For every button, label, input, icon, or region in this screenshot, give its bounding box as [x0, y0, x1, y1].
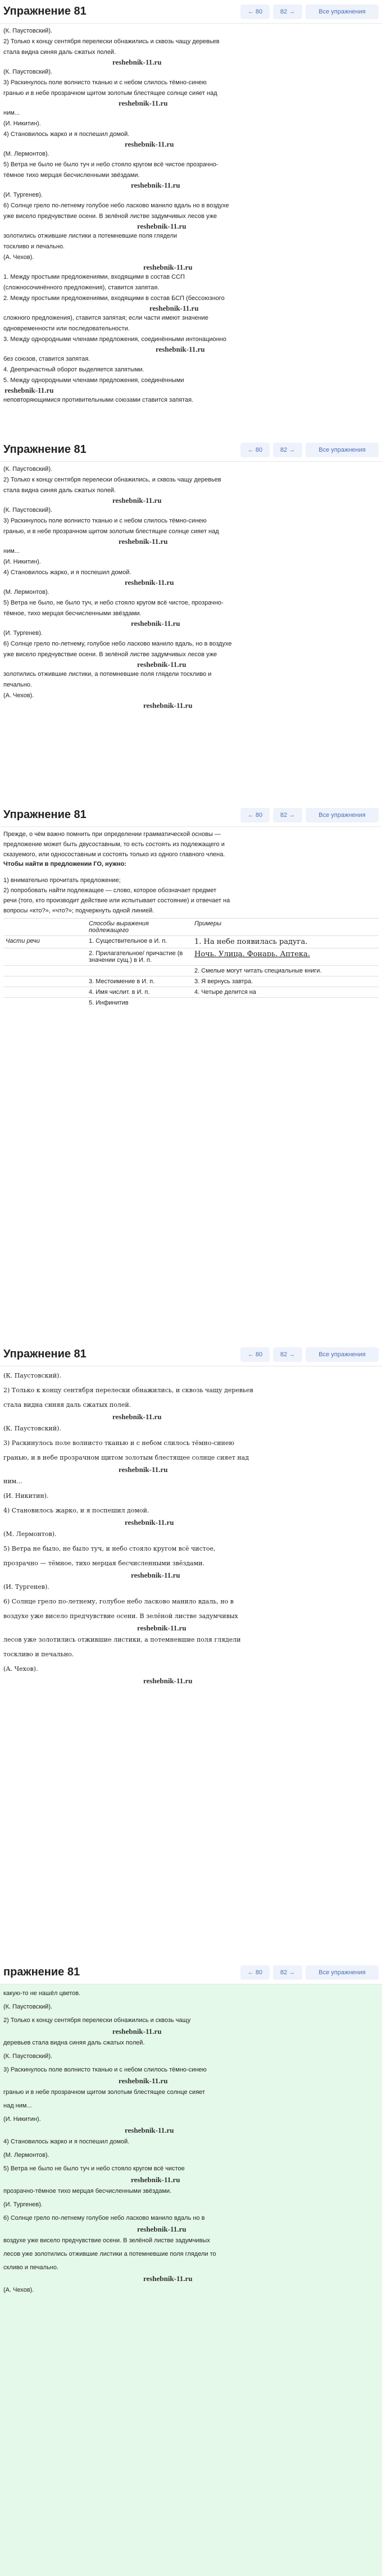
nav-buttons	[240, 1347, 379, 1362]
topbar	[0, 1961, 382, 1984]
all-exercises-button[interactable]: Все упражнения	[306, 443, 379, 457]
next-button[interactable]: 82 →	[273, 443, 302, 457]
text-line: 3) Раскинулось поле волнисто тканью и с небом слилось тёмно-синею	[3, 79, 207, 86]
text-line: (И. Тургенев).	[3, 2201, 43, 2208]
next-button[interactable]: 82 →	[273, 1347, 302, 1362]
topbar	[0, 438, 382, 462]
table-cell: 1. На небе появилась радуга.	[192, 936, 379, 948]
text-line: лесов уже золотились отжившие листики, а потемневшие поля глядели	[3, 1636, 241, 1643]
text-line: (А. Чехов).	[3, 692, 34, 699]
text-line: (К. Паустовский).	[3, 1372, 61, 1379]
exercise-title: Упражнение 81	[3, 443, 87, 456]
watermark: reshebnik-11.ru	[149, 304, 199, 312]
watermark: reshebnik-11.ru	[125, 140, 174, 148]
watermark: reshebnik-11.ru	[119, 537, 168, 546]
text-line: 5) Ветра не было, не было туч, и небо стояло кругом всё чистое,	[3, 1545, 216, 1552]
text-line: 4) Становилось жарко и я поспешил домой.	[3, 131, 130, 138]
table-cell: 3. Местоимение в И. п.	[87, 976, 192, 987]
watermark: reshebnik-11.ru	[119, 1465, 168, 1474]
section-1-text	[0, 24, 382, 408]
text-line: гранью и в небе прозрачном щитом золотым блестящее солнце сияет над	[3, 90, 217, 97]
all-exercises-button[interactable]: Все упражнения	[306, 1965, 379, 1980]
text-line: вопросы «кто?», «что?»; подчеркнуть одной линией.	[3, 907, 154, 914]
table-cell: 5. Инфинитив	[87, 998, 192, 1008]
text-line: 5. Между однородными членами предложения, соединёнными	[3, 377, 184, 384]
text-line: гранью, и в небе прозрачном щитом золотым блестящее солнце сияет над	[3, 1454, 249, 1461]
text-line: (К. Паустовский).	[3, 1425, 61, 1432]
watermark: reshebnik-11.ru	[137, 2225, 187, 2233]
nav-buttons	[240, 443, 379, 457]
text-line: (А. Чехов).	[3, 254, 34, 261]
next-button[interactable]: 82 →	[273, 4, 302, 19]
text-line: скливо и печально.	[3, 2264, 59, 2271]
text-line: (К. Паустовский).	[3, 69, 53, 75]
text-line: (И. Никитин).	[3, 1492, 49, 1500]
topbar	[0, 0, 382, 24]
text-line: (И. Никитин).	[3, 2116, 41, 2123]
watermark: reshebnik-11.ru	[119, 2077, 168, 2085]
text-line: 5) Ветра не было не было туч и небо стояло кругом всё чистое	[3, 2165, 185, 2172]
exercise-title: Упражнение 81	[3, 808, 87, 821]
section-5	[0, 1961, 382, 2576]
section-3-text	[0, 827, 382, 1012]
text-line: (К. Паустовский).	[3, 507, 53, 514]
text-line: сложного предложения), ставится запятая; если части имеют значение	[3, 315, 208, 321]
topbar	[0, 1343, 382, 1366]
prev-button[interactable]: ← 80	[240, 4, 270, 19]
table-cell	[87, 966, 192, 976]
text-line: (И. Никитин).	[3, 558, 41, 565]
nav-buttons	[240, 1965, 379, 1980]
text-line: (сложносочинённого предложения), ставится запятая.	[3, 284, 160, 291]
text-line: 5) Ветра не было не было туч и небо стояло кругом всё чистое прозрачно-	[3, 161, 219, 168]
text-line: (К. Паустовский).	[3, 2003, 53, 2010]
text-line: золотились отжившие листики, а потемневшие поля глядели тоскливо и	[3, 671, 212, 678]
text-line: (К. Паустовский).	[3, 466, 53, 473]
text-line: (А. Чехов).	[3, 2287, 34, 2293]
next-button[interactable]: 82 →	[273, 808, 302, 823]
text-line: уже висело предчувствие осени. В зелёной листве задумчивых лесов уже	[3, 213, 217, 220]
text-line: тёмное, тихо мерцая бесчисленными звёздами.	[3, 610, 142, 617]
text-line: предложение может быть двусоставным, то есть состоять из подлежащего и	[3, 841, 225, 848]
text-line: (И. Тургенев).	[3, 630, 43, 637]
table-cell: 3. Я вернусь завтра.	[192, 976, 379, 987]
table-header	[3, 919, 87, 936]
watermark: reshebnik-11.ru	[156, 345, 205, 353]
watermark: reshebnik-11.ru	[131, 2175, 180, 2184]
text-line: (М. Лермонтов).	[3, 1530, 57, 1538]
text-line: деревьев стала видна синяя даль сжатых полей.	[3, 2039, 145, 2046]
text-line: (И. Тургенев).	[3, 192, 43, 198]
nav-buttons	[240, 4, 379, 19]
all-exercises-button[interactable]: Все упражнения	[306, 1347, 379, 1362]
table-cell: Ночь. Улица. Фонарь. Аптека.	[192, 948, 379, 966]
text-line: Прежде, о чём важно помнить при определении грамматической основы —	[3, 831, 221, 838]
text-line: над ним...	[3, 2102, 32, 2109]
text-line: 6) Солнце грело по-летнему, голубое небо ласково манило вдаль, но в	[3, 1598, 234, 1605]
text-line: 4) Становилось жарко и я поспешил домой.	[3, 2138, 130, 2145]
text-line: 2) Только к концу сентября перелески обнажились и сквозь чащу деревьев	[3, 38, 220, 45]
section-2-text	[0, 462, 382, 712]
text-line: печально.	[3, 682, 32, 688]
table-cell: 2. Прилагательное/ причастие (в значении сущ.) в И. п.	[87, 948, 192, 966]
section-4-text	[0, 1366, 382, 1688]
watermark: reshebnik-11.ru	[112, 2027, 162, 2036]
text-line: гранью и в небе прозрачном щитом золотым блестящее солнце сияет	[3, 2089, 205, 2096]
text-line: 3) Раскинулось поле волнисто тканью и с небом слилось тёмно-синею	[3, 2066, 207, 2073]
text-line: 5) Ветра не было, не было туч, и небо стояло кругом всё чистое, прозрачно-	[3, 599, 224, 606]
text-line: стала видна синяя даль сжатых полей.	[3, 49, 116, 56]
watermark: reshebnik-11.ru	[4, 386, 54, 394]
text-line: 3. Между однородными членами предложения, соединёнными интонационно	[3, 336, 226, 343]
watermark: reshebnik-11.ru	[137, 222, 187, 230]
watermark: reshebnik-11.ru	[112, 496, 162, 505]
text-line: (М. Лермонтов).	[3, 2152, 49, 2159]
watermark: reshebnik-11.ru	[143, 263, 193, 271]
text-line: (А. Чехов).	[3, 1665, 38, 1673]
watermark: reshebnik-11.ru	[125, 2126, 174, 2134]
text-line: (К. Паустовский).	[3, 2053, 53, 2060]
text-line: ним...	[3, 548, 20, 555]
text-line: 6) Солнце грело по-летнему голубое небо ласково манило вдаль но в воздухе	[3, 202, 229, 209]
subject-table	[3, 918, 379, 1008]
text-line: 1) внимательно прочитать предложение;	[3, 877, 121, 884]
section-1	[0, 0, 382, 438]
watermark: reshebnik-11.ru	[137, 660, 187, 669]
table-cell: 4. Четыре делится на	[192, 987, 379, 998]
watermark: reshebnik-11.ru	[112, 58, 162, 66]
table-cell: 4. Имя числит. в И. п.	[87, 987, 192, 998]
section-4	[0, 1343, 382, 1961]
section-5-text	[0, 1984, 382, 2299]
text-line: стала видна синяя даль сжатых полей.	[3, 1401, 131, 1409]
text-line: одновременности или последовательности.	[3, 325, 130, 332]
table-cell: 2. Смелые могут читать специальные книги.	[192, 966, 379, 976]
exercise-title: Упражнение 81	[3, 5, 87, 17]
watermark: reshebnik-11.ru	[143, 2274, 193, 2283]
watermark: reshebnik-11.ru	[125, 578, 174, 587]
watermark: reshebnik-11.ru	[131, 619, 180, 628]
text-line: 4. Деепричастный оборот выделяется запятыми.	[3, 366, 144, 373]
watermark: reshebnik-11.ru	[131, 1571, 180, 1579]
prev-button[interactable]: ← 80	[240, 443, 270, 457]
text-line: ним...	[3, 1478, 22, 1485]
text-line: золотились отжившие листики а потемневшие поля глядели	[3, 233, 178, 239]
text-line: без союзов, ставится запятая.	[3, 356, 90, 362]
watermark: reshebnik-11.ru	[112, 1412, 162, 1421]
text-line: (М. Лермонтов).	[3, 151, 49, 157]
text-line: уже висело предчувствие осени. В зелёной листве задумчивых лесов уже	[3, 651, 217, 658]
text-line: тоскливо и печально.	[3, 243, 65, 250]
text-line: (М. Лермонтов).	[3, 589, 49, 596]
topbar	[0, 803, 382, 827]
row-label: Части речи	[3, 936, 87, 948]
watermark: reshebnik-11.ru	[131, 181, 180, 189]
section-3	[0, 803, 382, 1343]
text-line: 3) Раскинулось поле волнисто тканью и с небом слилось тёмно-синею	[3, 1439, 234, 1447]
all-exercises-button[interactable]: Все упражнения	[306, 808, 379, 823]
text-line: 2) Только к концу сентября перелески обнажились и сквозь чащу	[3, 2017, 191, 2024]
text-line: 2) Только к концу сентября перелески обнажились, и сквозь чащу деревьев	[3, 1387, 253, 1394]
text-line: какую-то не нашёл цветов.	[3, 1990, 81, 1997]
text-line: 6) Солнце грело по-летнему, голубое небо ласково манило вдаль, но в воздухе	[3, 640, 232, 647]
text-line: 2. Между простыми предложениями, входящими в состав БСП (бессоюзного	[3, 295, 225, 302]
text-line: 2) попробовать найти подлежащее — слово, которое обозначает предмет	[3, 887, 217, 894]
text-line: (К. Паустовский).	[3, 28, 53, 34]
table-cell: 1. Существительное в И. п.	[87, 936, 192, 948]
find-title: Чтобы найти в предложении ГО, нужно:	[3, 861, 126, 867]
all-exercises-button[interactable]: Все упражнения	[306, 4, 379, 19]
text-line: лесов уже золотились отжившие листики а потемневшие поля глядели то	[3, 2251, 216, 2257]
text-line: сказуемого, или односоставным и состоять только из одного главного члена.	[3, 851, 225, 858]
text-line: воздухе уже висело предчувствие осени. В зелёной листве задумчивых	[3, 2237, 210, 2244]
text-line: 6) Солнце грело по-летнему голубое небо ласково манило вдаль но в	[3, 2215, 205, 2221]
watermark: reshebnik-11.ru	[143, 1677, 193, 1685]
watermark: reshebnik-11.ru	[119, 99, 168, 107]
prev-button[interactable]: ← 80	[240, 1965, 270, 1980]
text-line: 1. Между простыми предложениями, входящими в состав ССП	[3, 274, 185, 280]
text-line: 4) Становилось жарко, и я поспешил домой.	[3, 569, 131, 576]
watermark: reshebnik-11.ru	[143, 701, 193, 710]
section-2	[0, 438, 382, 803]
text-line: прозрачно — тёмное, тихо мерцая бесчисленными звёздами.	[3, 1560, 205, 1567]
next-button[interactable]: 82 →	[273, 1965, 302, 1980]
watermark: reshebnik-11.ru	[125, 1518, 174, 1526]
text-line: тоскливо и печально.	[3, 1651, 74, 1658]
text-line: 3) Раскинулось поле волнисто тканью и с небом слилось тёмно-синею	[3, 517, 207, 524]
text-line: тёмное тихо мерцая бесчисленными звёздами.	[3, 172, 140, 179]
text-line: неповторяющимися противительными союзами ставится запятая.	[3, 397, 194, 403]
prev-button[interactable]: ← 80	[240, 1347, 270, 1362]
text-line: ним...	[3, 110, 20, 116]
exercise-title: Упражнение 81	[3, 1348, 87, 1360]
watermark: reshebnik-11.ru	[137, 1624, 187, 1632]
text-line: стала видна синяя даль сжатых полей.	[3, 487, 116, 494]
text-line: 4) Становилось жарко, и я поспешил домой.	[3, 1507, 149, 1514]
text-line: прозрачно-тёмное тихо мерцая бесчисленными звёздами.	[3, 2188, 172, 2195]
text-line: речи (того, кто производит действие или испытывает состояние) и отвечает на	[3, 897, 230, 904]
exercise-title: пражнение 81	[3, 1966, 80, 1978]
text-line: воздухе уже висело предчувствие осени. В зелёной листве задумчивых	[3, 1612, 238, 1620]
table-header: Примеры	[192, 919, 379, 936]
text-line: 2) Только к концу сентября перелески обнажились, и сквозь чащу деревьев	[3, 476, 221, 483]
table-header: Способы выражения подлежащего	[87, 919, 192, 936]
prev-button[interactable]: ← 80	[240, 808, 270, 823]
nav-buttons	[240, 808, 379, 823]
text-line: (И. Тургенев).	[3, 1583, 49, 1591]
text-line: (И. Никитин).	[3, 120, 41, 127]
text-line: гранью, и в небе прозрачном щитом золотым блестящее солнце сияет над	[3, 528, 219, 535]
